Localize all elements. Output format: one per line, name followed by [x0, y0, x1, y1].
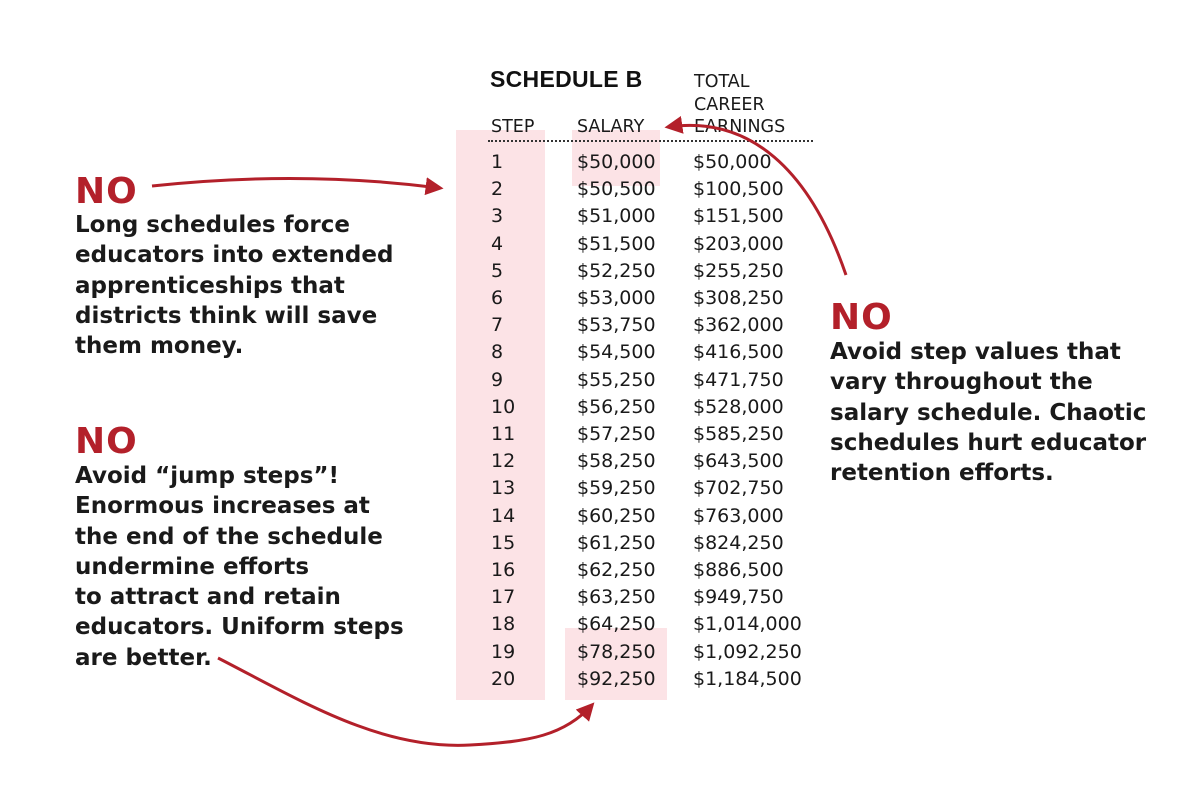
row-total: $763,000: [693, 505, 784, 527]
row-total: $308,250: [693, 287, 784, 309]
step-header: STEP: [491, 117, 535, 137]
schedule-title: SCHEDULE B: [490, 66, 643, 92]
row-salary: $57,250: [577, 423, 656, 445]
row-salary: $58,250: [577, 450, 656, 472]
row-step: 10: [491, 396, 516, 418]
row-total: $702,750: [693, 477, 784, 499]
salary-header: SALARY: [577, 117, 645, 137]
row-salary: $60,250: [577, 505, 656, 527]
row-step: 1: [491, 151, 504, 173]
row-salary: $64,250: [577, 613, 656, 635]
row-step: 5: [491, 260, 504, 282]
row-salary: $50,000: [577, 151, 656, 173]
row-salary: $51,500: [577, 233, 656, 255]
row-step: 15: [491, 532, 516, 554]
arrow-jump-steps: [218, 658, 592, 745]
total-header-line: EARNINGS: [694, 117, 786, 137]
callout-line: apprenticeships that: [75, 272, 345, 299]
row-total: $50,000: [693, 151, 772, 173]
row-salary: $59,250: [577, 477, 656, 499]
arrow-long-schedules: [152, 178, 440, 188]
row-total: $203,000: [693, 233, 784, 255]
row-step: 14: [491, 505, 516, 527]
row-salary: $63,250: [577, 586, 656, 608]
row-total: $824,250: [693, 532, 784, 554]
callout-line: schedules hurt educator: [830, 429, 1147, 456]
callout-line: Enormous increases at: [75, 493, 370, 520]
arrow-step-values: [668, 125, 846, 275]
row-step: 3: [491, 205, 504, 227]
row-total: $471,750: [693, 369, 784, 391]
total-header-line: TOTAL: [694, 72, 750, 92]
row-salary: $51,000: [577, 205, 656, 227]
callout-line: to attract and retain: [75, 584, 341, 611]
row-salary: $53,750: [577, 314, 656, 336]
callout-line: retention efforts.: [830, 460, 1054, 487]
row-step: 6: [491, 287, 504, 309]
row-salary: $56,250: [577, 396, 656, 418]
total-header-line: CAREER: [694, 94, 765, 115]
row-step: 11: [491, 423, 516, 445]
row-total: $643,500: [693, 450, 784, 472]
row-salary: $78,250: [577, 641, 656, 663]
row-total: $1,184,500: [693, 668, 802, 690]
row-step: 20: [491, 668, 516, 690]
row-total: $255,250: [693, 260, 784, 282]
callout-line: Long schedules force: [75, 212, 351, 238]
row-salary: $54,500: [577, 341, 656, 363]
row-total: $585,250: [693, 423, 784, 445]
row-step: 7: [491, 314, 504, 336]
row-salary: $61,250: [577, 532, 656, 554]
row-step: 8: [491, 341, 504, 363]
row-total: $100,500: [693, 178, 784, 200]
callout-line: Avoid step values that: [830, 339, 1121, 365]
row-total: $1,014,000: [693, 613, 802, 635]
row-total: $1,092,250: [693, 641, 802, 663]
row-step: 19: [491, 641, 516, 663]
row-step: 2: [491, 178, 504, 200]
callout-line: Avoid “jump steps”!: [75, 463, 339, 489]
callout-jump-steps-heading: NO: [75, 421, 138, 462]
row-total: $362,000: [693, 314, 784, 336]
row-step: 4: [491, 233, 504, 255]
callout-line: vary throughout the: [830, 369, 1093, 396]
callout-line: are better.: [75, 644, 212, 671]
row-step: 9: [491, 369, 504, 391]
row-step: 13: [491, 477, 516, 499]
row-salary: $92,250: [577, 668, 656, 690]
callout-step-values-heading: NO: [830, 297, 893, 338]
row-total: $151,500: [693, 205, 784, 227]
row-salary: $53,000: [577, 287, 656, 309]
row-step: 17: [491, 586, 516, 608]
callout-line: them money.: [75, 333, 244, 360]
row-total: $949,750: [693, 586, 784, 608]
row-total: $886,500: [693, 559, 784, 581]
row-total: $416,500: [693, 341, 784, 363]
row-salary: $62,250: [577, 559, 656, 581]
row-step: 12: [491, 450, 516, 472]
row-total: $528,000: [693, 396, 784, 418]
row-salary: $50,500: [577, 178, 656, 200]
callout-line: undermine efforts: [75, 553, 310, 580]
row-salary: $52,250: [577, 260, 656, 282]
row-step: 16: [491, 559, 516, 581]
callout-line: salary schedule. Chaotic: [830, 399, 1147, 426]
callout-line: educators. Uniform steps: [75, 614, 404, 641]
callout-line: the end of the schedule: [75, 523, 383, 550]
row-step: 18: [491, 613, 516, 635]
callout-line: districts think will save: [75, 302, 378, 329]
callout-line: educators into extended: [75, 242, 394, 269]
callout-long-schedules-heading: NO: [75, 171, 138, 212]
row-salary: $55,250: [577, 369, 656, 391]
